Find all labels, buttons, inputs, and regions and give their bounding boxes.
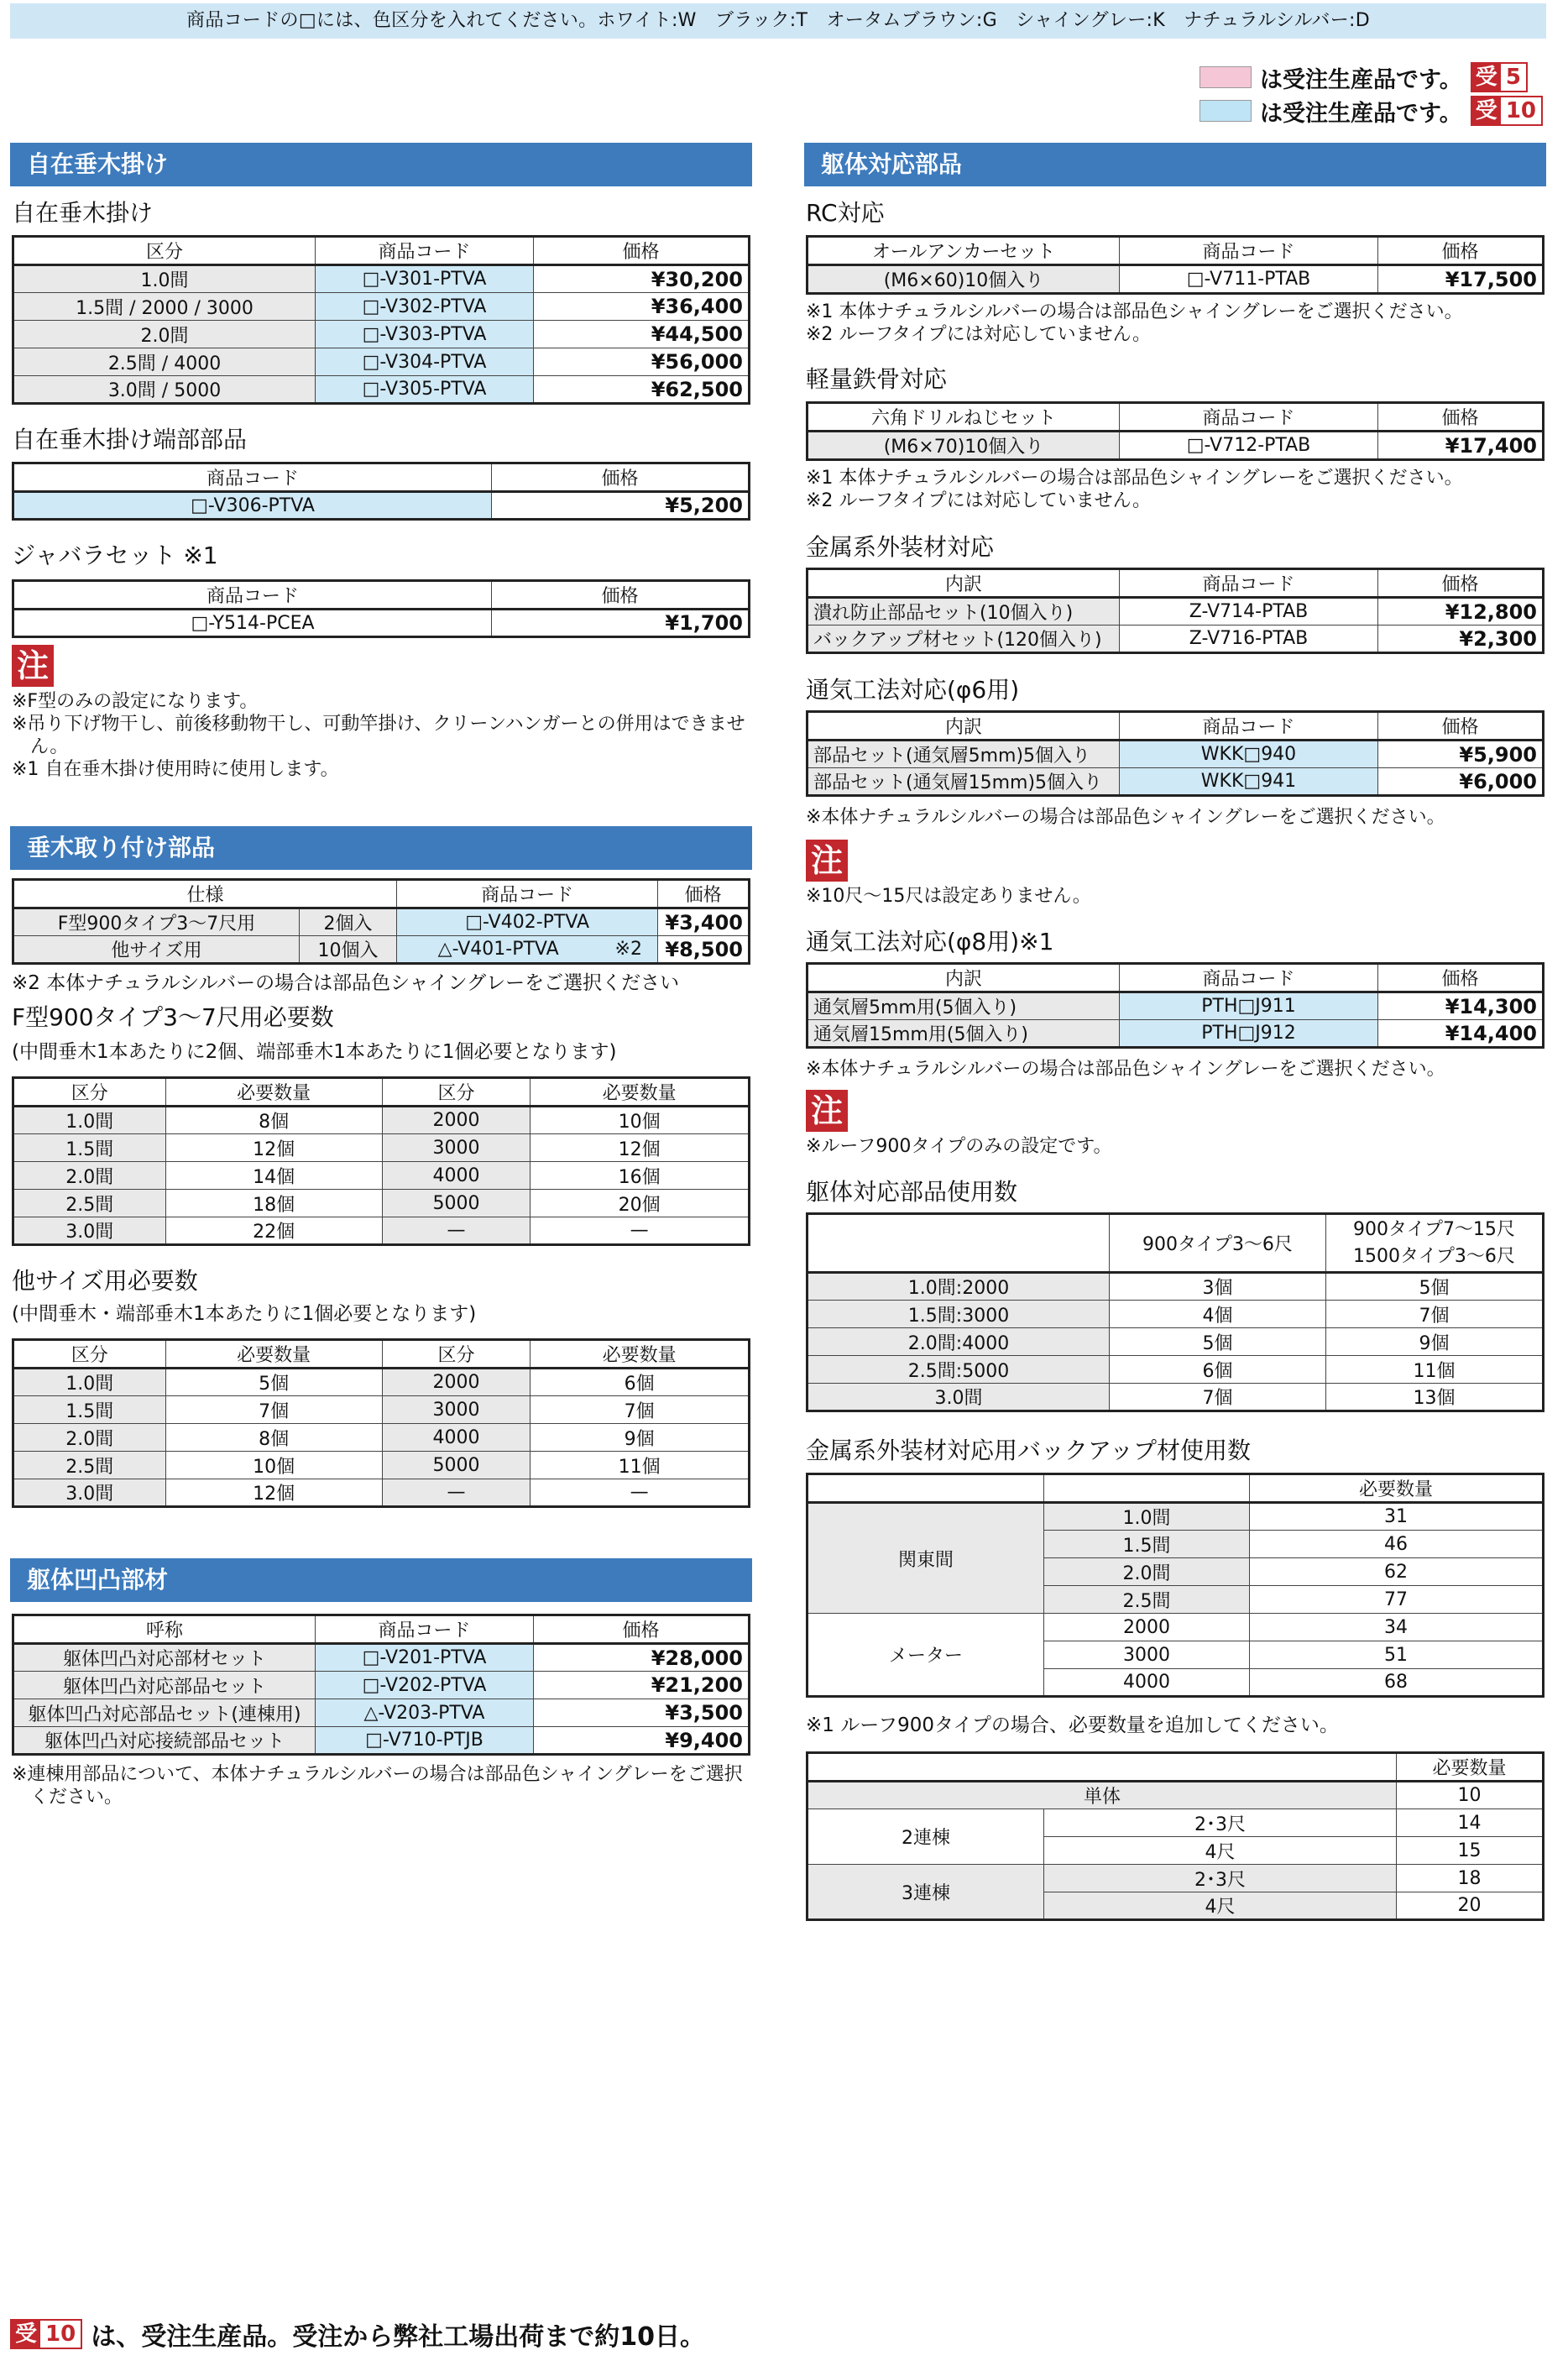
made-to-order-10-badge: 受 10 xyxy=(1471,96,1543,126)
table-f900-qty: 区分 必要数量 区分 必要数量 1.0間 8個 2000 10個 1.5間 12個 3000 12個 2.0間 14個 4000 16個 2.5間 18個 5000 20個 3.0間 22個 — — xyxy=(12,1076,750,1246)
notes-kutai-outotsu: ※連棟用部品について、本体ナチュラルシルバーの場合は部品色シャイングレーをご選択 ください。 xyxy=(12,1764,743,1808)
table-row: 1.0間 □-V301-PTVA ¥30,200 xyxy=(13,265,750,293)
table-row: 部品セット(通気層5mm)5個入り WKK□940 ¥5,900 xyxy=(808,741,1544,768)
legend-pink-text: は受注生産品です。 xyxy=(1259,66,1462,93)
table-row: 2.0間:4000 5個 9個 xyxy=(808,1328,1544,1356)
sub-vent8: 通気工法対応(φ8用)※1 xyxy=(806,928,1054,955)
table-row: 通気層5mm用(5個入り) PTH□J911 ¥14,300 xyxy=(808,992,1544,1020)
table-row: □-V306-PTVA ¥5,200 xyxy=(13,492,750,520)
sub-lg: 軽量鉄骨対応 xyxy=(806,365,948,393)
sub-other-size: 他サイズ用必要数 xyxy=(12,1267,198,1295)
table-row: 躯体凹凸対応部品セット □-V202-PTVA ¥21,200 xyxy=(13,1672,750,1699)
table-rc: オールアンカーセット 商品コード 価格 (M6×60)10個入り □-V711-PTAB ¥17,500 xyxy=(806,235,1544,295)
notes-lg: ※1 本体ナチュラルシルバーの場合は部品色シャイングレーをご選択ください。 ※2 ルーフタイプには対応していません。 xyxy=(806,468,1463,511)
note-vent6-2: ※10尺〜15尺は設定ありません。 xyxy=(806,886,1091,907)
table-row: 2.5間:5000 6個 11個 xyxy=(808,1356,1544,1384)
note-mark: 注 xyxy=(806,1090,848,1132)
table-row: 躯体凹凸対応接続部品セット □-V710-PTJB ¥9,400 xyxy=(13,1727,750,1755)
sub-metal: 金属系外装材対応 xyxy=(806,533,995,561)
footer-note xyxy=(10,2316,705,2353)
table-row: 4尺 15 xyxy=(808,1837,1544,1865)
note-vent8-2: ※ルーフ900タイプのみの設定です。 xyxy=(806,1136,1112,1157)
table-row: 2連棟 2･3尺 14 xyxy=(808,1809,1544,1837)
note-taruki-parts: ※2 本体ナチュラルシルバーの場合は部品色シャイングレーをご選択ください xyxy=(12,972,680,994)
sub-usage: 躯体対応部品使用数 xyxy=(806,1178,1018,1206)
desc-f900: (中間垂木1本あたりに2個、端部垂木1本あたりに1個必要となります) xyxy=(12,1041,617,1063)
note-vent6: ※本体ナチュラルシルバーの場合は部品色シャイングレーをご選択ください。 xyxy=(806,807,1445,828)
table-metal: 内訳 商品コード 価格 潰れ防止部品セット(10個入り) Z-V714-PTAB ¥12,800 バックアップ材セット(120個入り) Z-V716-PTAB ¥2,300 xyxy=(806,568,1544,654)
section-jizai-taruki: 自在垂木掛け xyxy=(10,143,752,186)
sub-jabara: ジャバラセット ※1 xyxy=(12,542,218,569)
legend-blue-text: は受注生産品です。 xyxy=(1259,100,1462,127)
table-row: □-Y514-PCEA ¥1,700 xyxy=(13,610,750,637)
table-row: (M6×60)10個入り □-V711-PTAB ¥17,500 xyxy=(808,265,1544,294)
table-row: 通気層15mm用(5個入り) PTH□J912 ¥14,400 xyxy=(808,1020,1544,1048)
table-row: 4尺 20 xyxy=(808,1892,1544,1920)
pink-swatch xyxy=(1200,66,1252,88)
table-row: 2.5間 / 4000 □-V304-PTVA ¥56,000 xyxy=(13,348,750,376)
table-row: 部品セット(通気層15mm)5個入り WKK□941 ¥6,000 xyxy=(808,768,1544,796)
note-mark: 注 xyxy=(806,840,848,882)
table-jabara: 商品コード 価格 □-Y514-PCEA ¥1,700 xyxy=(12,579,750,638)
table-row: 2.5間 18個 5000 20個 xyxy=(13,1190,750,1217)
table-row: 1.0間 8個 2000 10個 xyxy=(13,1107,750,1134)
table-row: 1.5間 46 xyxy=(808,1531,1544,1558)
table-row: 1.0間 5個 2000 6個 xyxy=(13,1369,750,1396)
table-lg: 六角ドリルねじセット 商品コード 価格 (M6×70)10個入り □-V712-PTAB ¥17,400 xyxy=(806,401,1544,461)
table-row: 3.0間 12個 — — xyxy=(13,1479,750,1507)
table-usage: 900タイプ3〜6尺 900タイプ7〜15尺 1500タイプ3〜6尺 1.0間:2000 3個 5個 1.5間:3000 4個 7個 2.0間:4000 5個 9個 2.5間:5000 6個 11個 3.0間 7個 13個 xyxy=(806,1212,1544,1412)
table-row: 他サイズ用 10個入 △-V401-PTVA ※2 ¥8,500 xyxy=(13,936,750,964)
note-backup: ※1 ルーフ900タイプの場合、必要数量を追加してください。 xyxy=(806,1714,1339,1736)
color-code-notice: 商品コードの□には、色区分を入れてください。ホワイト:W ブラック:T オータムブラウン:G シャイングレー:K ナチュラルシルバー:D xyxy=(10,3,1546,39)
table-row: F型900タイプ3〜7尺用 2個入 □-V402-PTVA ¥3,400 xyxy=(13,908,750,936)
table-row: 1.5間 12個 3000 12個 xyxy=(13,1134,750,1162)
legend xyxy=(1200,60,1543,128)
table-row: 2.5間 77 xyxy=(808,1586,1544,1614)
table-row: 2.5間 10個 5000 11個 xyxy=(13,1452,750,1479)
table-kutai-outotsu: 呼称 商品コード 価格 躯体凹凸対応部材セット □-V201-PTVA ¥28,000 躯体凹凸対応部品セット □-V202-PTVA ¥21,200 躯体凹凸対応部品セット(連棟用) △-V203-PTVA ¥3,500 躯体凹凸対応接続部品セット □-V710-PTJB ¥9,400 xyxy=(12,1614,750,1756)
table-row: 2.0間 14個 4000 16個 xyxy=(13,1162,750,1190)
section-kutai-parts: 躯体対応部品 xyxy=(804,143,1546,186)
table-row: 3.0間 / 5000 □-V305-PTVA ¥62,500 xyxy=(13,376,750,404)
sub-rc: RC対応 xyxy=(806,199,885,227)
note-vent8: ※本体ナチュラルシルバーの場合は部品色シャイングレーをご選択ください。 xyxy=(806,1059,1445,1080)
table-row: 3連棟 2･3尺 18 xyxy=(808,1865,1544,1892)
made-to-order-5-badge: 受 5 xyxy=(1471,62,1528,92)
table-row: 1.5間 7個 3000 7個 xyxy=(13,1396,750,1424)
footer-text: は、受注生産品。受注から弊社工場出荷まで約10日。 xyxy=(91,2322,705,2352)
blue-swatch xyxy=(1200,100,1252,122)
sub-backup: 金属系外装材対応用バックアップ材使用数 xyxy=(806,1437,1252,1464)
table-row: 3000 51 xyxy=(808,1641,1544,1669)
sub-f900: F型900タイプ3〜7尺用必要数 xyxy=(12,1003,334,1031)
table-row: 4000 68 xyxy=(808,1669,1544,1697)
table-taruki-parts: 仕様 商品コード 価格 F型900タイプ3〜7尺用 2個入 □-V402-PTVA ¥3,400 他サイズ用 10個入 △-V401-PTVA ※2 ¥8,500 xyxy=(12,878,750,965)
table-row: 1.5間:3000 4個 7個 xyxy=(808,1301,1544,1328)
table-other-qty: 区分 必要数量 区分 必要数量 1.0間 5個 2000 6個 1.5間 7個 3000 7個 2.0間 8個 4000 9個 2.5間 10個 5000 11個 3.0間 12個 — — xyxy=(12,1338,750,1508)
table-row: バックアップ材セット(120個入り) Z-V716-PTAB ¥2,300 xyxy=(808,626,1544,653)
table-row: 2.0間 □-V303-PTVA ¥44,500 xyxy=(13,321,750,348)
notes-jizai: ※F型のみの設定になります。 ※吊り下げ物干し、前後移動物干し、可動竿掛け、クリーンハンガーとの併用はできませ ん。 ※1 自在垂木掛け使用時に使用します。 xyxy=(12,691,745,780)
notes-rc: ※1 本体ナチュラルシルバーの場合は部品色シャイングレーをご選択ください。 ※2 ルーフタイプには対応していません。 xyxy=(806,301,1463,345)
section-kutai-outotsu: 躯体凹凸部材 xyxy=(10,1558,752,1602)
table-vent6: 内訳 商品コード 価格 部品セット(通気層5mm)5個入り WKK□940 ¥5,900 部品セット(通気層15mm)5個入り WKK□941 ¥6,000 xyxy=(806,710,1544,797)
table-backup: 必要数量 関東間 1.0間 31 1.5間 46 2.0間 62 2.5間 77 メーター 2000 34 3000 51 4000 68 xyxy=(806,1473,1544,1698)
table-row: 1.5間 / 2000 / 3000 □-V302-PTVA ¥36,400 xyxy=(13,293,750,321)
table-row: 2.0間 8個 4000 9個 xyxy=(13,1424,750,1452)
table-row: 1.0間:2000 3個 5個 xyxy=(808,1273,1544,1301)
table-row: 2.0間 62 xyxy=(808,1558,1544,1586)
table-roof: 必要数量 単体 10 2連棟 2･3尺 14 4尺 15 3連棟 2･3尺 18 4尺 20 xyxy=(806,1751,1544,1921)
table-row: 躯体凹凸対応部材セット □-V201-PTVA ¥28,000 xyxy=(13,1644,750,1672)
section-taruki-parts: 垂木取り付け部品 xyxy=(10,826,752,870)
note-mark: 注 xyxy=(12,645,54,687)
table-row: 単体 10 xyxy=(808,1782,1544,1809)
table-row: 躯体凹凸対応部品セット(連棟用) △-V203-PTVA ¥3,500 xyxy=(13,1699,750,1727)
sub-jizai-taruki: 自在垂木掛け xyxy=(12,199,154,227)
sub-vent6: 通気工法対応(φ6用) xyxy=(806,676,1020,704)
table-jizai-taruki: 区分 商品コード 価格 1.0間 □-V301-PTVA ¥30,200 1.5間 / 2000 / 3000 □-V302-PTVA ¥36,400 2.0間 □-V303-PTVA ¥44,500 2.5間 / 4000 □-V304-PTVA ¥56,000 3.0間 / 5000 □-V305-PTVA ¥62,500 xyxy=(12,235,750,405)
table-end-parts: 商品コード 価格 □-V306-PTVA ¥5,200 xyxy=(12,462,750,521)
table-row: (M6×70)10個入り □-V712-PTAB ¥17,400 xyxy=(808,432,1544,460)
desc-other-size: (中間垂木・端部垂木1本あたりに1個必要となります) xyxy=(12,1303,477,1325)
table-row: 潰れ防止部品セット(10個入り) Z-V714-PTAB ¥12,800 xyxy=(808,598,1544,626)
made-to-order-10-badge: 受 10 xyxy=(10,2319,82,2349)
table-row: 関東間 1.0間 31 xyxy=(808,1503,1544,1531)
sub-end-parts: 自在垂木掛け端部部品 xyxy=(12,426,248,453)
table-row: メーター 2000 34 xyxy=(808,1614,1544,1641)
table-row: 3.0間 7個 13個 xyxy=(808,1384,1544,1411)
table-vent8: 内訳 商品コード 価格 通気層5mm用(5個入り) PTH□J911 ¥14,300 通気層15mm用(5個入り) PTH□J912 ¥14,400 xyxy=(806,962,1544,1049)
table-row: 3.0間 22個 — — xyxy=(13,1217,750,1245)
